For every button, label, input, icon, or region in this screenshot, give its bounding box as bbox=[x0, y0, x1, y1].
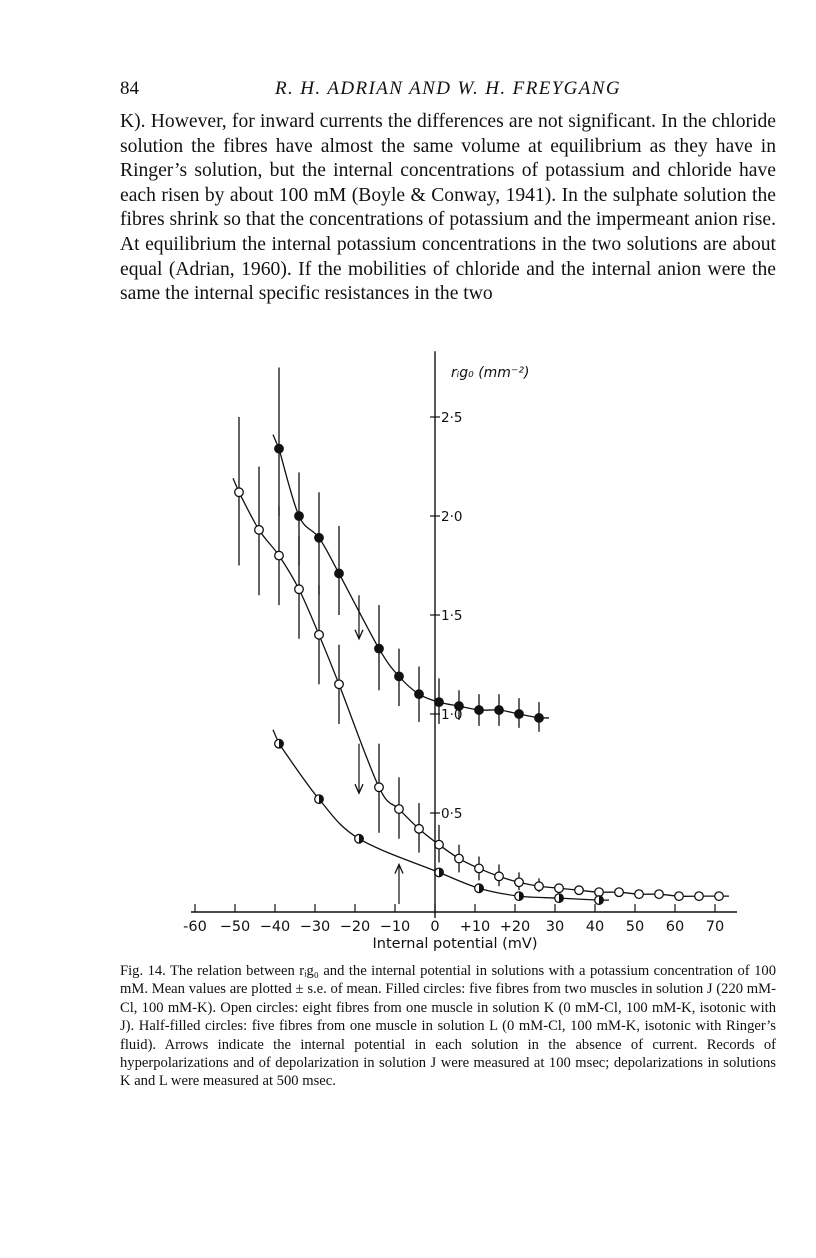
open-circle-point bbox=[715, 892, 724, 901]
y-tick-label: 1·0 bbox=[441, 707, 463, 723]
x-tick-label: 0 bbox=[430, 919, 440, 935]
open-circle-point bbox=[495, 872, 504, 881]
filled-circle-point bbox=[295, 512, 304, 521]
filled-circle-point bbox=[495, 706, 504, 715]
x-tick-label: 40 bbox=[585, 919, 605, 935]
open-circle-point bbox=[415, 825, 424, 834]
y-tick-label: 2·5 bbox=[441, 410, 463, 426]
open-circle-point bbox=[475, 864, 484, 873]
x-tick-label: +10 bbox=[459, 919, 491, 935]
open-circle-point bbox=[455, 854, 464, 863]
filled-circle-point bbox=[435, 698, 444, 707]
y-axis-label: rᵢg₀ (mm⁻²) bbox=[451, 365, 530, 382]
x-tick-label: +20 bbox=[499, 919, 531, 935]
filled-circle-point bbox=[395, 672, 404, 681]
x-axis-label: Internal potential (mV) bbox=[372, 936, 538, 952]
fitted-curve bbox=[233, 478, 729, 896]
page-number: 84 bbox=[120, 78, 139, 99]
open-circle-point bbox=[675, 892, 684, 901]
open-circle-point bbox=[335, 680, 344, 689]
open-circle-point bbox=[395, 805, 404, 814]
open-circle-point bbox=[635, 890, 644, 899]
x-tick-label: −40 bbox=[259, 919, 291, 935]
open-circle-point bbox=[275, 551, 284, 560]
open-circle-point bbox=[295, 585, 304, 594]
filled-circle-point bbox=[275, 444, 284, 453]
x-axis-ticks bbox=[183, 904, 724, 935]
y-tick-label: 0·5 bbox=[441, 806, 463, 822]
x-tick-label: 70 bbox=[705, 919, 725, 935]
figure-caption: Fig. 14. The relation between rᵢg₀ and the internal potential in solutions with a potassium concentration of 100 mM. Mean values are plotted ± s.e. of mean. Filled circles: five fibres from two muscles in solution J (220 mM-Cl, 100 mM-K). Open circles: eight fibres from one muscle in solution K (0 mM-Cl, 100 mM-K, isotonic with J). Half-filled circles: five fibres from one muscle in solution L (0 mM-Cl, 100 mM-K, isotonic with Ringer’s fluid). Arrows indicate the internal potential in each solution in the absence of current. Records of hyperpolarizations and of depolarization in solution J were measured at 100 msec; depolarizations in solutions K and L were measured at 500 msec. bbox=[120, 963, 776, 1090]
open-circle-point bbox=[315, 631, 324, 640]
x-tick-label: 30 bbox=[545, 919, 565, 935]
y-tick-label: 2·0 bbox=[441, 509, 463, 525]
open-circle-point bbox=[575, 886, 584, 895]
open-circle-point bbox=[235, 488, 244, 497]
open-circle-point bbox=[515, 878, 524, 887]
filled-circle-point bbox=[315, 533, 324, 542]
x-tick-label: 50 bbox=[625, 919, 645, 935]
filled-circle-point bbox=[335, 569, 344, 578]
filled-circle-point bbox=[375, 644, 384, 653]
open-circle-point bbox=[255, 526, 264, 535]
open-circle-point bbox=[615, 888, 624, 897]
filled-circle-point bbox=[515, 710, 524, 719]
x-tick-label: -60 bbox=[183, 919, 207, 935]
filled-circle-point bbox=[415, 690, 424, 699]
open-circle-point bbox=[555, 884, 564, 893]
open-circle-point bbox=[655, 890, 664, 899]
x-tick-label: 60 bbox=[665, 919, 685, 935]
open-circle-point bbox=[435, 840, 444, 849]
body-paragraph: K). However, for inward currents the differences are not significant. In the chloride solution the fibres have almost the same volume at equilibrium as they have in Ringer’s solution, but the internal concentrations of potassium and chloride have each risen by about 100 mM (Boyle & Conway, 1941). In the sulphate solution the fibres shrink so that the concentrations of potassium and the impermeant anion rise. At equilibrium the internal potassium concentrations in the two solutions are about equal (Adrian, 1960). If the mobilities of chloride and the internal anion were the same the internal specific resistances in the two bbox=[120, 111, 776, 305]
open-circle-point bbox=[375, 783, 384, 792]
filled-circle-point bbox=[535, 714, 544, 723]
data-points bbox=[235, 444, 724, 904]
open-circle-point bbox=[695, 892, 704, 901]
x-tick-label: −10 bbox=[379, 919, 411, 935]
y-tick-label: 1·5 bbox=[441, 608, 463, 624]
fitted-curve bbox=[273, 435, 549, 718]
open-circle-point bbox=[535, 882, 544, 891]
fitted-curves bbox=[233, 435, 729, 900]
x-tick-label: −20 bbox=[339, 919, 371, 935]
filled-circle-point bbox=[475, 706, 484, 715]
x-tick-label: −50 bbox=[219, 919, 251, 935]
error-bars bbox=[239, 368, 539, 893]
x-tick-label: −30 bbox=[299, 919, 331, 935]
running-head: R. H. ADRIAN AND W. H. FREYGANG bbox=[275, 78, 621, 99]
